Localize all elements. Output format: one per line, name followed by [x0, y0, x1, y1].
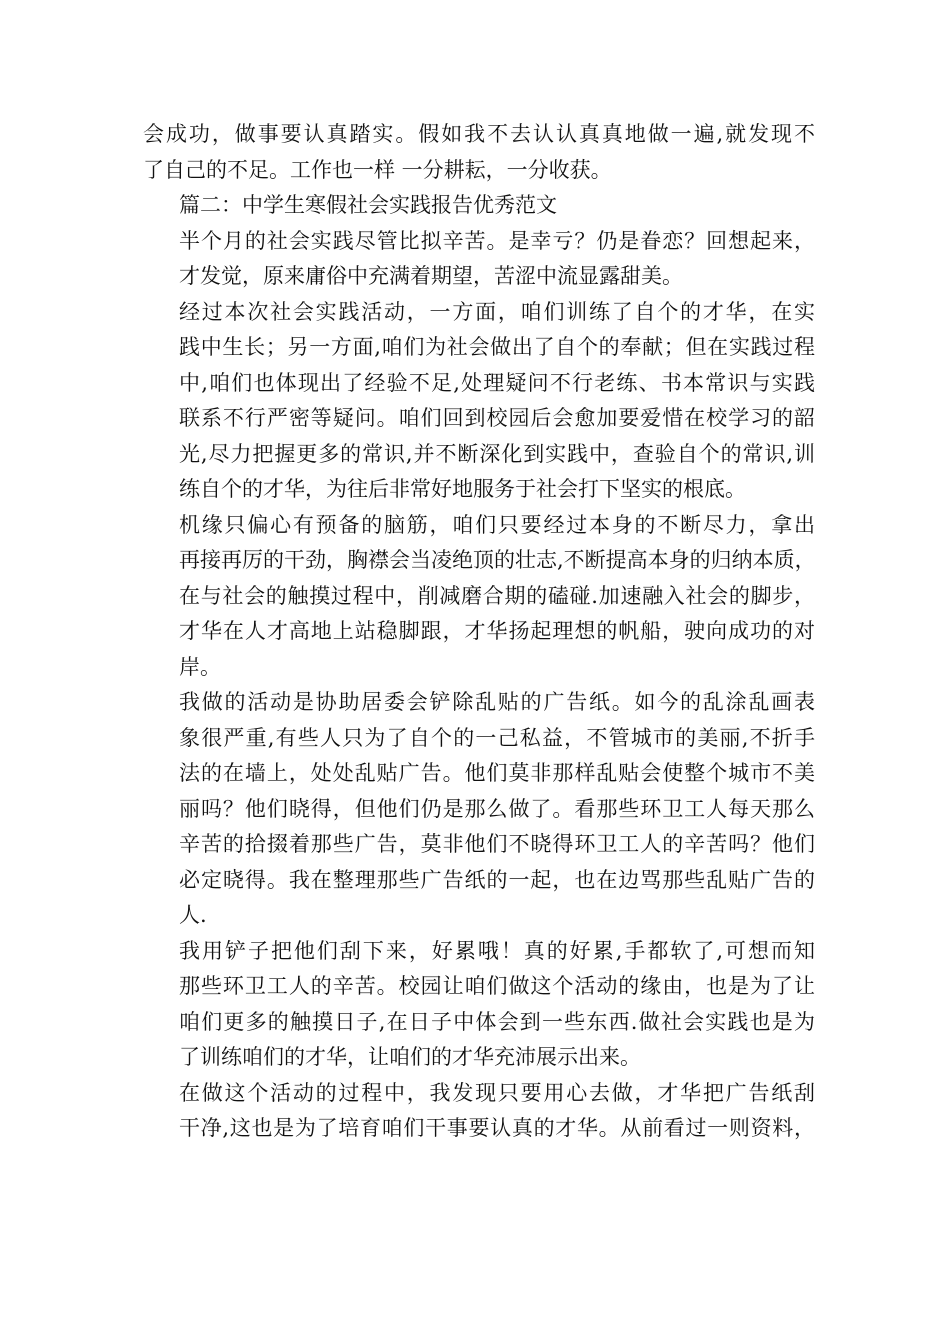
text-line: 丽吗？他们晓得，但他们仍是那么做了。看那些环卫工人每天那么: [179, 796, 815, 821]
text-line: 咱们更多的触摸日子,在日子中体会到一些东西.做社会实践也是为: [179, 1009, 815, 1034]
text-line: 岸。: [179, 654, 221, 679]
text-line: 机缘只偏心有预备的脑筋，咱们只要经过本身的不断尽力，拿出: [179, 512, 815, 537]
text-line: 半个月的社会实践尽管比拟辛苦。是幸亏？仍是眷恋？回想起来，: [179, 228, 815, 253]
text-line: 练自个的才华，为往后非常好地服务于社会打下坚实的根底。: [179, 477, 746, 501]
paragraph-1: [143, 117, 815, 188]
text-line: 再接再厉的干劲，胸襟会当凌绝顶的壮志,不断提高本身的归纳本质，: [179, 548, 816, 572]
heading-text: 篇二：中学生寒假社会实践报告优秀范文: [179, 193, 557, 217]
document-body: [143, 117, 815, 1147]
text-line: 必定晓得。我在整理那些广告纸的一起，也在边骂那些乱贴广告的: [179, 867, 815, 892]
text-line: 干净,这也是为了培育咱们干事要认真的才华。从前看过一则资料，: [179, 1116, 815, 1140]
text-line: 我做的活动是协助居委会铲除乱贴的广告纸。如今的乱涂乱画表: [179, 690, 815, 714]
text-line: 在做这个活动的过程中，我发现只要用心去做，才华把广告纸刮: [179, 1080, 815, 1105]
text-line: 那些环卫工人的辛苦。校园让咱们做这个活动的缘由，也是为了让: [179, 974, 815, 998]
paragraph-2: [143, 224, 815, 295]
paragraph-3: [143, 295, 815, 508]
text-line: 经过本次社会实践活动，一方面，咱们训练了自个的才华，在实: [179, 299, 815, 324]
text-line: 才华在人才高地上站稳脚跟，才华扬起理想的帆船，驶向成功的对: [179, 619, 815, 643]
text-line: 了自己的不足。工作也一样 一分耕耘，一分收获。: [143, 157, 612, 182]
text-line: 会成功，做事要认真踏实。假如我不去认认真真地做一遍,就发现不: [143, 122, 815, 146]
section-heading: [143, 188, 815, 224]
text-line: 中,咱们也体现出了经验不足,处理疑问不行老练、书本常识与实践: [179, 370, 815, 395]
text-line: 践中生长；另一方面,咱们为社会做出了自个的奉献；但在实践过程: [179, 335, 815, 359]
paragraph-6: [143, 934, 815, 1076]
text-line: 联系不行严密等疑问。咱们回到校园后会愈加要爱惜在校学习的韶: [179, 406, 815, 430]
text-line: 辛苦的拾掇着那些广告，莫非他们不晓得环卫工人的辛苦吗？他们: [179, 832, 815, 856]
text-line: 法的在墙上，处处乱贴广告。他们莫非那样乱贴会使整个城市不美: [179, 761, 815, 785]
text-line: 在与社会的触摸过程中，削减磨合期的磕碰.加速融入社会的脚步，: [179, 583, 815, 608]
text-line: 光,尽力把握更多的常识,并不断深化到实践中，查验自个的常识,训: [179, 441, 815, 466]
text-line: 我用铲子把他们刮下来，好累哦！真的好累,手都软了,可想而知: [179, 938, 815, 963]
paragraph-5: [143, 685, 815, 934]
paragraph-7: [143, 1076, 815, 1147]
text-line: 了训练咱们的才华，让咱们的才华充沛展示出来。: [179, 1045, 641, 1069]
text-line: 才发觉，原来庸俗中充满着期望，苦涩中流显露甜美。: [179, 264, 683, 288]
text-line: 人.: [179, 903, 207, 927]
paragraph-4: [143, 508, 815, 686]
text-line: 象很严重,有些人只为了自个的一己私益，不管城市的美丽,不折手: [179, 725, 815, 750]
